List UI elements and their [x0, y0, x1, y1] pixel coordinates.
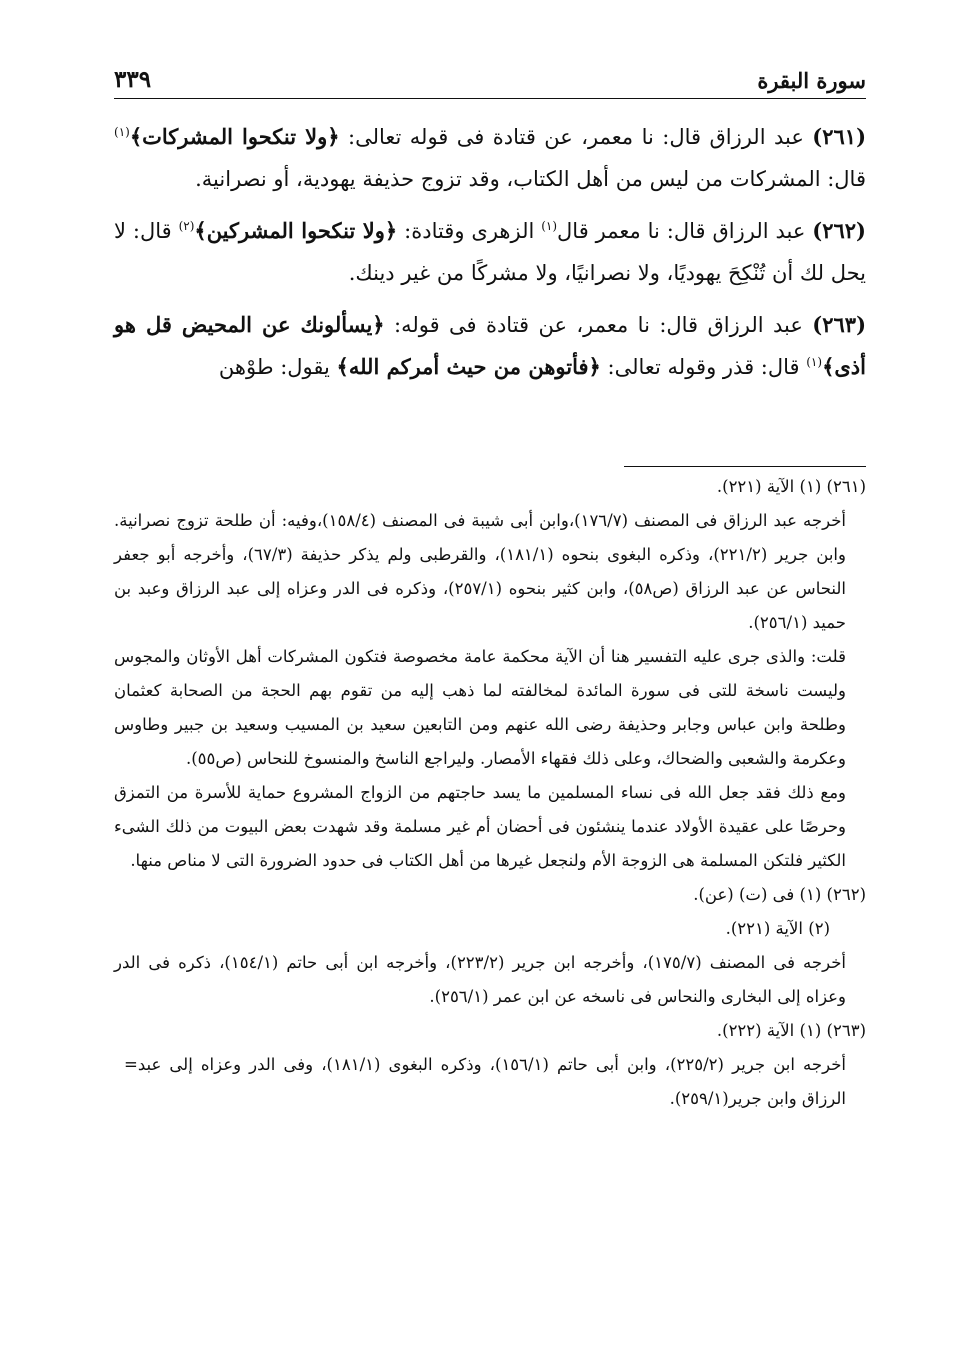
footnote-ref: (١): [114, 125, 130, 139]
quran-quote: ﴿ولا تنكحوا المشركات﴾: [129, 124, 340, 149]
quran-quote: ﴿يسألونك عن المحيض قل هو أذى﴾: [114, 312, 866, 379]
entry-text: قال: قذر وقوله تعالى:: [600, 355, 807, 379]
entry-number: (٢٦٣): [812, 312, 866, 337]
page-header: [114, 66, 866, 102]
footnote-body: أخرجه ابن جرير (٢٢٥/٢)، وابن أبى حاتم (١٥٦/١)، وذكره البغوى (١٨١/١)، وفى الدر وعزاه إلى عبد الرزاق وابن جرير(٢٥٩/١).: [137, 1055, 846, 1108]
entry-text: عبد الرزاق قال: نا معمر، عن قتادة فى قوله تعالى:: [339, 125, 813, 149]
entry-text: عبد الرزاق قال: نا معمر قال: [557, 219, 813, 243]
footnote-note: قلت: والذى جرى عليه التفسير هنا أن الآية محكمة عامة مخصوصة فتكون المشركات أهل الأوثان والمجوس وليست ناسخة للتى فى سورة المائدة لمخالفته لما ذهب إليه من تقوم بهم الحجة من الصحابة كعثمان وطلحة وابن عباس وجابر وحذيفة رضى الله عنهم ومن التابعين سعيد بن المسيب وسعيد بن جبير وطاوس وعكرمة والشعبى والضحاك، وعلى ذلك فقهاء الأمصار. وليراجع الناسخ والمنسوخ للنحاس (ص٥٥).: [114, 647, 846, 768]
entry-text: الزهرى وقتادة:: [397, 219, 542, 243]
entry-text: يقول: طوْهن: [218, 355, 337, 379]
main-text: [114, 116, 866, 388]
footnote-ref: (٢): [178, 219, 195, 233]
surah-title: سورة البقرة: [757, 68, 866, 93]
entry-text: قال: لا يحل لك أن تُنْكِحَ يهوديًا، ولا نصرانيًا، ولا مشركًا من غير دينك.: [114, 219, 866, 285]
footnote-label: (٢٦١) (١) الآية (٢٢١).: [716, 477, 866, 496]
footnote-body-last: [114, 1048, 866, 1116]
quran-quote: ﴿ولا تنكحوا المشركين﴾: [194, 218, 398, 243]
entry-263: [114, 304, 866, 388]
entry-261: [114, 116, 866, 200]
footnote-note: ومع ذلك فقد جعل الله فى نساء المسلمين ما يسد حاجتهم من الزواج المشروع حماية للأسرة من التمزق وحرصًا على عقيدة الأولاد عندما ينشئون فى أحضان أم غير مسلمة وقد شهدت بعض البيوت من ذلك الشىء الكثير فلتكن المسلمة هى الزوجة الأم ولنجعل غيرها من أهل الكتاب فى حدود الضرورة التى لا مناص منها.: [114, 783, 846, 870]
footnote-ref: (١): [806, 355, 823, 369]
footnote-ref: (١): [541, 219, 558, 233]
quran-quote: ﴿فأتوهن من حيث أمركم الله﴾: [336, 354, 601, 379]
continuation-mark: =: [124, 1055, 138, 1074]
footnote-label: (٢٦٣) (١) الآية (٢٢٢).: [716, 1021, 866, 1040]
entry-text: عبد الرزاق قال: نا معمر، عن قتادة فى قوله:: [384, 313, 813, 337]
entry-number: (٢٦١): [812, 124, 866, 149]
page-number: ٣٣٩: [114, 66, 152, 93]
footnote-label: (٢٦٢) (١) فى (ت) (عن).: [693, 885, 866, 904]
footnote-label: (٢) الآية (٢٢١).: [725, 919, 830, 938]
footnotes: [114, 470, 866, 1116]
footnote-body: أخرجه عبد الرزاق فى المصنف (١٧٦/٧)،وابن أبى شيبة فى المصنف (١٥٨/٤)،وفيه: أن طلحة تزوج نصرانية. وابن جرير (٢٢١/٢)، وذكره البغوى بنحوه (١٨١/١)، والقرطبى ولم يذكر حذيفة (٦٧/٣)، وأخرجه أبو جعفر النحاس عن عبد الرزاق (ص٥٨)، وابن كثير بنحوه (٢٥٧/١)، وذكره فى الدر وعزاه إلى عبد الرزاق وعبد بن حميد (٢٥٦/١).: [114, 511, 846, 632]
entry-262: [114, 210, 866, 294]
footnote-body: أخرجه فى المصنف (١٧٥/٧)، وأخرجه ابن جرير (٢٢٣/٢)، وأخرجه ابن أبى حاتم (١٥٤/١)، ذكره فى الدر وعزاه إلى البخارى والنحاس فى ناسخه عن ابن عمر (٢٥٦/١).: [114, 953, 846, 1006]
entry-number: (٢٦٢): [812, 218, 866, 243]
footnote-rule: [624, 466, 866, 467]
header-rule: [114, 98, 866, 99]
entry-text: قال: المشركات من ليس من أهل الكتاب، وقد تزوج حذيفة يهودية، أو نصرانية.: [195, 167, 866, 191]
